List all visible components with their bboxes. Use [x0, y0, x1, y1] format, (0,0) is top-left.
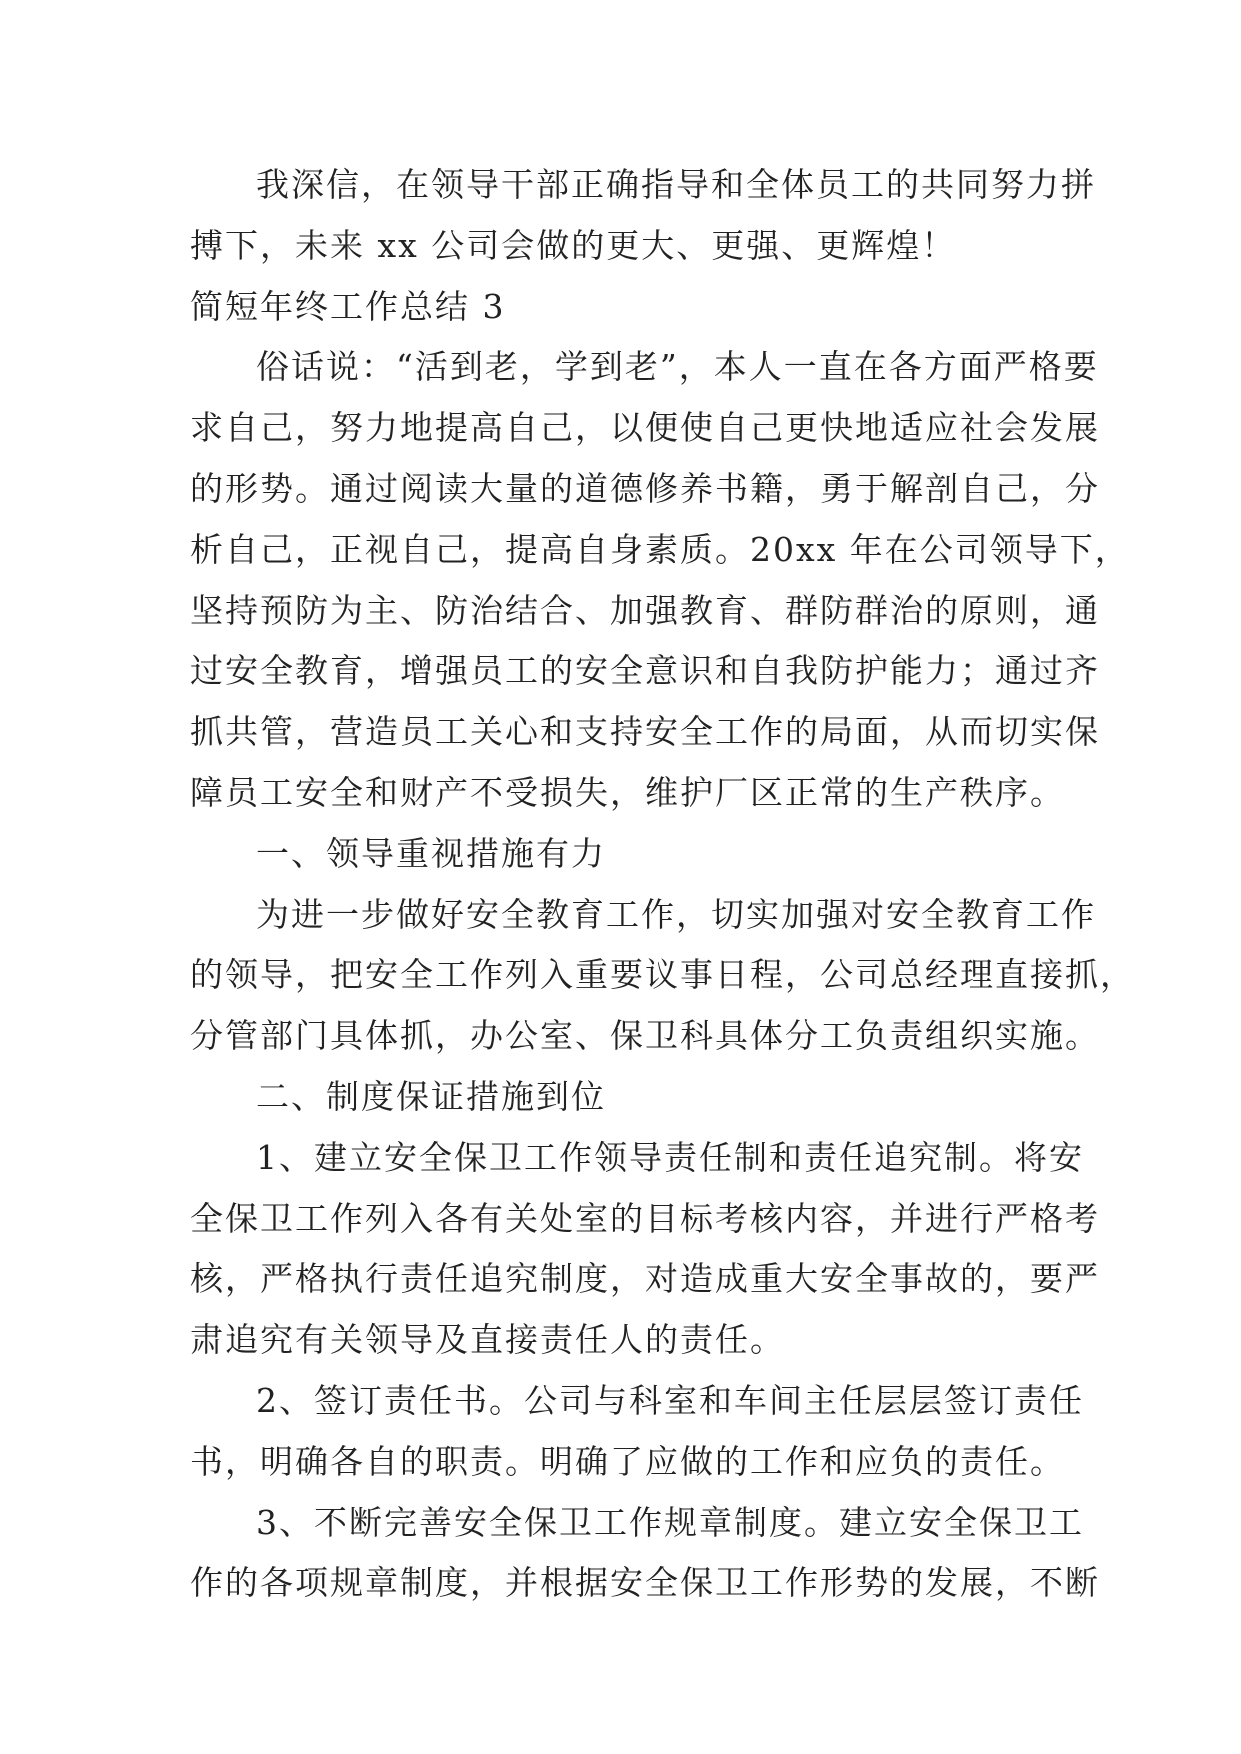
body-line: 求自己，努力地提高自己，以便使自己更快地适应社会发展	[190, 408, 1100, 448]
section-heading: 一、领导重视措施有力	[256, 833, 606, 873]
body-line: 障员工安全和财产不受损失，维护厂区正常的生产秩序。	[190, 772, 1065, 812]
body-line: 坚持预防为主、防治结合、加强教育、群防群治的原则，通	[190, 590, 1100, 630]
body-line: 析自己，正视自己，提高自身素质。20xx 年在公司领导下，	[190, 529, 1130, 569]
body-line: 2、签订责任书。公司与科室和车间主任层层签订责任	[256, 1380, 1084, 1420]
body-line: 1、建立安全保卫工作领导责任制和责任追究制。将安	[256, 1137, 1084, 1177]
body-line: 分管部门具体抓，办公室、保卫科具体分工负责组织实施。	[190, 1016, 1100, 1056]
section-title: 简短年终工作总结 3	[190, 286, 506, 326]
body-line: 搏下，未来 xx 公司会做的更大、更强、更辉煌！	[190, 225, 957, 265]
body-line: 为进一步做好安全教育工作，切实加强对安全教育工作	[256, 894, 1096, 934]
body-line: 全保卫工作列入各有关处室的目标考核内容，并进行严格考	[190, 1198, 1100, 1238]
body-line: 肃追究有关领导及直接责任人的责任。	[190, 1320, 785, 1360]
body-line: 的形势。通过阅读大量的道德修养书籍，勇于解剖自己，分	[190, 468, 1100, 508]
document-body	[190, 155, 1135, 1614]
body-line: 核，严格执行责任追究制度，对造成重大安全事故的，要严	[190, 1259, 1100, 1299]
body-line: 书，明确各自的职责。明确了应做的工作和应负的责任。	[190, 1441, 1065, 1481]
body-line: 3、不断完善安全保卫工作规章制度。建立安全保卫工	[256, 1502, 1084, 1542]
body-line: 抓共管，营造员工关心和支持安全工作的局面，从而切实保	[190, 712, 1100, 752]
body-line: 俗话说：“活到老，学到老”，本人一直在各方面严格要	[256, 347, 1099, 387]
body-line: 过安全教育，增强员工的安全意识和自我防护能力；通过齐	[190, 651, 1100, 691]
body-line: 的领导，把安全工作列入重要议事日程，公司总经理直接抓，	[190, 955, 1135, 995]
body-line: 作的各项规章制度，并根据安全保卫工作形势的发展，不断	[190, 1563, 1100, 1603]
body-line: 我深信，在领导干部正确指导和全体员工的共同努力拼	[256, 165, 1096, 204]
section-heading: 二、制度保证措施到位	[256, 1076, 606, 1116]
